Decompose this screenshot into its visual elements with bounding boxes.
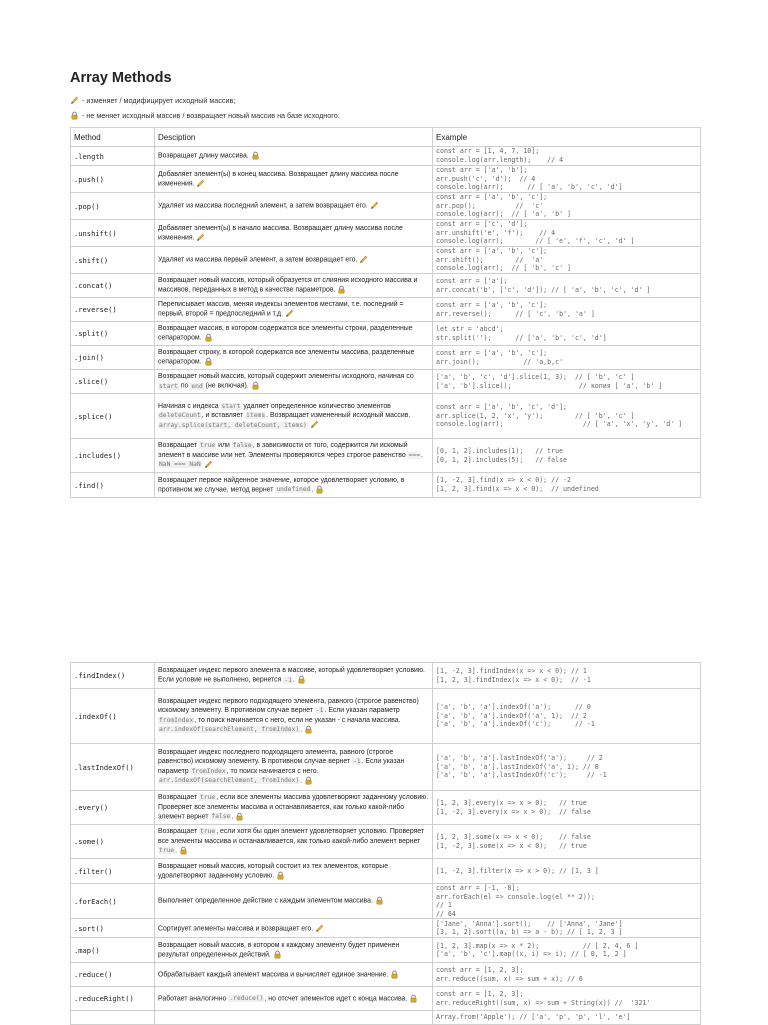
code-line: ['a', 'b', 'a'].lastIndexOf('a'); // 2 <box>436 754 603 763</box>
inline-code: deleteCount <box>159 412 201 420</box>
description-text: Возвращает новый массив, который состоит из тех элементов, которые удовлетворяют заданному условию. <box>158 862 389 880</box>
description-text: Возвращает <box>158 442 200 450</box>
description-text: . Если указан параметр <box>324 707 400 715</box>
lock-icon <box>304 776 313 785</box>
description-text: Переписывает массив, меняя индексы элементов местами, т.е. последний = первый, второй = предпоследний и т.д. <box>158 301 404 318</box>
code-line: ['Jane', 'Anna'].sort(); // ['Anna', 'Jane'] <box>436 919 623 928</box>
method-description <box>155 166 433 193</box>
method-name: .push() <box>71 166 155 193</box>
code-example <box>433 370 701 394</box>
table-row <box>71 439 701 473</box>
code-line: arr.join(); // 'a,b,c' <box>436 357 564 366</box>
description-text: . <box>421 451 423 459</box>
method-name: .splice() <box>71 394 155 439</box>
code-line: [1, 2, 3].map(x => x * 2); // [ 2, 4, 6 ] <box>436 941 639 950</box>
lock-icon <box>276 871 285 880</box>
method-description <box>155 193 433 220</box>
code-line: ['a', 'b', 'a'].indexOf('a', 1); // 2 <box>436 711 587 720</box>
method-description <box>155 663 433 689</box>
methods-table-1 <box>70 127 701 498</box>
description-text: по <box>178 382 191 390</box>
code-example <box>433 274 701 298</box>
inline-code: -1 <box>353 758 361 766</box>
description-text: Возвращает индекс первого элемента в массиве, который удовлетворяет условию. Если условие не выполнено, вернется <box>158 667 425 684</box>
inline-code: end <box>191 382 203 390</box>
code-line: console.log(arr); // [ 'a', 'b', 'c', 'd'] <box>436 183 623 192</box>
code-example <box>433 987 701 1011</box>
pencil-icon <box>285 309 294 318</box>
code-line: // 64 <box>436 909 456 918</box>
table-row <box>71 744 701 791</box>
code-example <box>433 825 701 859</box>
code-line: [1, 2, 3].every(x => x > 0); // true <box>436 798 587 807</box>
code-line: ['a', 'b', 'a'].lastIndexOf('a', 1); // 0 <box>436 762 599 771</box>
method-description <box>155 919 433 938</box>
lock-icon <box>204 357 213 366</box>
code-line: const arr = ['a', 'b', 'c', 'd']; <box>436 403 568 412</box>
code-line: ['a', 'b', 'c'].map((x, i) => i); // [ 0, 1, 2 ] <box>436 950 627 959</box>
code-example <box>433 346 701 370</box>
pencil-icon <box>359 255 368 264</box>
code-line: arr.shift(); // 'a' <box>436 255 544 264</box>
lock-icon <box>204 333 213 342</box>
legend-nonmutating-text: - не меняет исходный массив / возвращает новый массив на базе исходного. <box>82 111 340 120</box>
description-text: . <box>292 676 295 684</box>
code-example <box>433 220 701 247</box>
lock-icon <box>251 151 260 160</box>
code-line: const arr = ['c', 'd']; <box>436 220 528 229</box>
table-row <box>71 689 701 744</box>
table-row <box>71 193 701 220</box>
code-line: [1, 2, 3].some(x => x < 0); // false <box>436 832 591 841</box>
code-line: arr.pop(); // 'c' <box>436 201 544 210</box>
method-description <box>155 247 433 274</box>
description-text: , и вставляет <box>201 412 246 420</box>
code-line: console.log(arr); // [ 'b', 'c' ] <box>436 264 571 273</box>
methods-table-2 <box>70 662 701 1025</box>
method-description <box>155 987 433 1011</box>
code-line: [1, -2, 3].filter(x => x > 0); // [1, 3 ] <box>436 866 599 875</box>
code-line: console.log(arr); // [ 'a', 'x', 'y', 'd' ] <box>436 420 683 429</box>
method-name: .unshift() <box>71 220 155 247</box>
description-text: Возвращает новый массив, который образуется от слияния исходного массива и массивов, переданных в метод в качестве параметров. <box>158 277 418 294</box>
description-text: Возвращает <box>158 794 200 802</box>
lock-icon <box>390 970 399 979</box>
page-title: Array Methods <box>70 70 172 86</box>
inline-code: items <box>246 412 266 420</box>
code-line: [1, -2, 3].every(x => x > 0); // false <box>436 807 591 816</box>
description-text: , если все элементы массива удовлетворяют заданному условию. Проверяет все элементы массива и останавливается, как только какой-либо элемент вернет <box>158 794 429 821</box>
pencil-icon <box>70 96 79 105</box>
code-line: arr.reverse(); // [ 'c', 'b', 'a' ] <box>436 309 595 318</box>
code-example <box>433 963 701 987</box>
table-header-row <box>71 128 701 147</box>
code-example <box>433 663 701 689</box>
inline-code: true <box>200 442 216 450</box>
method-name: .lastIndexOf() <box>71 744 155 791</box>
lock-icon <box>235 812 244 821</box>
method-name: .join() <box>71 346 155 370</box>
table-row <box>71 274 701 298</box>
header-method: Method <box>71 128 155 147</box>
inline-code: NaN === NaN <box>159 461 201 469</box>
description-text: Добавляет элемент(ы) в начало массива. Возвращает длину массива после изменения. <box>158 224 403 242</box>
method-name: .includes() <box>71 439 155 473</box>
inline-code: undefined <box>276 486 311 494</box>
method-name: .reverse() <box>71 298 155 322</box>
description-text: Удаляет из массива последний элемент, а затем возвращает его. <box>158 202 368 210</box>
table-row <box>71 859 701 884</box>
description-text: , в зависимости от того, содержится ли искомый элемент в массиве или нет. Элементы проверяются через строгое равенство <box>158 442 408 459</box>
pencil-icon <box>196 233 205 242</box>
method-name: .forEach() <box>71 884 155 919</box>
header-example: Example <box>433 128 701 147</box>
code-line: const arr = ['a', 'b', 'c']; <box>436 348 548 357</box>
table-row <box>71 1011 701 1025</box>
description-text: Возвращает длину массива. <box>158 152 249 160</box>
method-description <box>155 322 433 346</box>
pencil-icon <box>204 460 213 469</box>
method-name: .reduce() <box>71 963 155 987</box>
code-line: console.log(arr); // [ 'a', 'b' ] <box>436 210 571 219</box>
method-name: .slice() <box>71 370 155 394</box>
code-line: [0, 1, 2].includes(1); // true <box>436 446 564 455</box>
code-line: const arr = [1, 2, 3]; <box>436 990 524 999</box>
method-description <box>155 859 433 884</box>
code-line: arr.reduce((sum, x) => sum + x); // 6 <box>436 974 583 983</box>
table-row <box>71 298 701 322</box>
code-example <box>433 919 701 938</box>
code-line: [1, -2, 3].find(x => x < 0); // -2 <box>436 476 571 485</box>
code-line: const arr = ['a', 'b', 'c']; <box>436 193 548 202</box>
table-row <box>71 473 701 498</box>
code-line: arr.unshift('e', 'f'); // 4 <box>436 228 556 237</box>
lock-icon <box>304 725 313 734</box>
description-text: удаляет определенное количество элементов <box>241 402 391 410</box>
code-example <box>433 1011 701 1025</box>
description-text: Возвращает новый массив, в котором к каждому элементу будет применен результат определенных действий. <box>158 941 400 959</box>
description-text: , если хотя бы один элемент удовлетворяет условию. Проверяет все элементы массива и останавливается, как только какой-либо элемент вернет <box>158 828 425 845</box>
code-line: const arr = ['a']; <box>436 276 508 285</box>
table-row <box>71 322 701 346</box>
table-row <box>71 825 701 859</box>
method-description <box>155 791 433 825</box>
method-name: .every() <box>71 791 155 825</box>
inline-code: arr.indexOf(searchElement, fromIndex) <box>159 777 300 785</box>
table-row <box>71 884 701 919</box>
code-example <box>433 791 701 825</box>
description-text: . <box>175 847 178 855</box>
description-text: (не включая). <box>203 382 249 390</box>
code-line: arr.forEach(el => console.log(el ** 2)); <box>436 892 595 901</box>
code-line: [0, 1, 2].includes(5); // false <box>436 455 568 464</box>
table-row <box>71 147 701 166</box>
method-name: .concat() <box>71 274 155 298</box>
description-text: . <box>231 813 234 821</box>
description-text: , но отсчет элементов идет с конца массива. <box>264 995 408 1003</box>
method-name: .indexOf() <box>71 689 155 744</box>
method-description <box>155 884 433 919</box>
method-description <box>155 689 433 744</box>
code-example <box>433 394 701 439</box>
description-text: , то поиск начинается с него, если не указан - с начала массива. <box>194 716 401 724</box>
table-row <box>71 220 701 247</box>
code-example <box>433 322 701 346</box>
method-description <box>155 370 433 394</box>
inline-code: true <box>200 828 216 836</box>
table-row <box>71 663 701 689</box>
code-example <box>433 439 701 473</box>
description-text: . Возвращает измененный исходный массив. <box>266 412 411 420</box>
table-row <box>71 247 701 274</box>
description-text: Обрабатывает каждый элемент массива и вычисляет единое значение. <box>158 971 389 979</box>
inline-code: true <box>159 847 175 855</box>
method-description <box>155 473 433 498</box>
method-name: .sort() <box>71 919 155 938</box>
pencil-icon <box>315 924 324 933</box>
method-name: .length <box>71 147 155 166</box>
code-line: arr.splice(1, 2, 'x', 'y'); // [ 'b', 'c' ] <box>436 411 635 420</box>
method-name: .split() <box>71 322 155 346</box>
table-row <box>71 394 701 439</box>
method-description <box>155 220 433 247</box>
method-description <box>155 346 433 370</box>
inline-code: start <box>221 402 241 410</box>
code-line: [1, 2, 3].findIndex(x => x < 0); // -1 <box>436 675 591 684</box>
code-line: ['a', 'b', 'a'].lastIndexOf('c'); // -1 <box>436 771 607 780</box>
method-description <box>155 147 433 166</box>
table-row <box>71 963 701 987</box>
inline-code: fromIndex <box>191 767 226 775</box>
code-line: const arr = [1, 4, 7, 10]; <box>436 147 540 156</box>
description-text: Возвращает массив, в котором содержатся все элементы строки, разделенные сепаратором. <box>158 325 413 342</box>
table-row <box>71 346 701 370</box>
lock-icon <box>273 950 282 959</box>
code-line: ['a', 'b', 'c', 'd'].slice(1, 3); // [ 'b', 'c' ] <box>436 372 635 381</box>
code-example <box>433 744 701 791</box>
description-text: Возвращает новый массив, который содержит элементы исходного, начиная со <box>158 373 414 381</box>
method-description <box>155 298 433 322</box>
description-text: Возвращает первое найденное значение, которое удовлетворяет условию, в противном же случае, метод вернет <box>158 476 405 494</box>
inline-code: -1 <box>284 676 292 684</box>
method-description <box>155 439 433 473</box>
code-line: [1, -2, 3].findIndex(x => x < 0); // 1 <box>436 666 587 675</box>
code-example <box>433 147 701 166</box>
description-text: . <box>311 486 314 494</box>
code-example <box>433 473 701 498</box>
method-description <box>155 825 433 859</box>
lock-icon <box>251 381 260 390</box>
lock-icon <box>315 485 324 494</box>
code-line: [1, 2, 3].find(x => x < 0); // undefined <box>436 485 599 493</box>
legend-nonmutating <box>70 111 340 120</box>
description-text: Сортирует элементы массива и возвращает его. <box>158 924 314 932</box>
table-row <box>71 370 701 394</box>
method-name: .findIndex() <box>71 663 155 689</box>
code-line: str.split(''); // ['a', 'b', 'c', 'd'] <box>436 333 607 342</box>
description-text: Удаляет из массива первый элемент, а затем возвращает его. <box>158 256 358 264</box>
lock-icon <box>297 675 306 684</box>
code-line: const arr = ['a', 'b', 'c']; <box>436 247 548 256</box>
code-example <box>433 298 701 322</box>
lock-icon <box>70 111 79 120</box>
code-line: ['a', 'b', 'a'].indexOf('c'); // -1 <box>436 720 595 729</box>
method-description <box>155 394 433 439</box>
description-text: Добавляет элемент(ы) в конец массива. Возвращает длину массива после изменения. <box>158 170 399 188</box>
inline-code: === <box>408 451 421 459</box>
lock-icon <box>337 285 346 294</box>
pencil-icon <box>370 201 379 210</box>
inline-code: -1 <box>315 707 324 715</box>
code-line: const arr = ['a', 'b', 'c']; <box>436 300 548 309</box>
code-example <box>433 689 701 744</box>
code-example <box>433 166 701 193</box>
method-name: .shift() <box>71 247 155 274</box>
code-line: arr.push('c', 'd'); // 4 <box>436 174 536 183</box>
method-description <box>155 938 433 963</box>
code-example <box>433 859 701 884</box>
code-line: ['a', 'b'].slice(); // копия [ 'a', 'b' ] <box>436 381 663 390</box>
methods-table-2-body <box>71 663 701 1025</box>
code-example <box>433 193 701 220</box>
code-line: ['a', 'b', 'a'].indexOf('a'); // 0 <box>436 703 591 712</box>
description-text: . <box>300 726 303 734</box>
description-text: Возвращает индекс последнего подходящего элемента, равного (строгое равенство) искомому элементу. В противном случае вернет <box>158 749 394 766</box>
legend-mutating-text: - изменяет / модифицирует исходный массив; <box>82 96 236 105</box>
inline-code: start <box>159 382 178 390</box>
table-row <box>71 791 701 825</box>
inline-code: fromIndex <box>159 716 194 724</box>
description-text: Выполняет определенное действие с каждым элементом массива. <box>158 897 373 905</box>
inline-code: true <box>200 794 216 802</box>
lock-icon <box>409 994 418 1003</box>
code-line: arr.reduceRight((sum, x) => sum + String(x)) // '321' <box>436 998 651 1007</box>
inline-code: false <box>211 813 231 821</box>
description-text: Возвращает <box>158 828 200 836</box>
pencil-icon <box>310 420 319 429</box>
code-example <box>433 247 701 274</box>
inline-code: arr.indexOf(searchElement, fromIndex) <box>159 726 300 734</box>
method-name: .pop() <box>71 193 155 220</box>
code-line: console.log(arr); // [ 'e', 'f', 'c', 'd' ] <box>436 237 635 246</box>
lock-icon <box>179 846 188 855</box>
description-text: . <box>300 777 303 785</box>
code-line: console.log(arr.length); // 4 <box>436 156 564 164</box>
pencil-icon <box>196 179 205 188</box>
description-text: Работает аналогично <box>158 995 229 1003</box>
code-line: arr.concat('b', ['c', 'd']); // [ 'a', 'b', 'c', 'd' ] <box>436 285 651 294</box>
methods-table-1-body <box>71 147 701 498</box>
method-name: .reduceRight() <box>71 987 155 1011</box>
table-row <box>71 166 701 193</box>
description-text: Возвращает строку, в которой содержатся все элементы массива, разделенные сепаратором. <box>158 349 415 366</box>
method-name <box>71 1011 155 1025</box>
method-description <box>155 744 433 791</box>
description-text: или <box>216 442 232 450</box>
method-name: .find() <box>71 473 155 498</box>
inline-code: .reduce() <box>229 995 264 1003</box>
method-name: .some() <box>71 825 155 859</box>
method-description <box>155 274 433 298</box>
inline-code: false <box>232 442 252 450</box>
description-text: Возвращает индекс первого подходящего элемента, равного (строгое равенство) искомому элементу. В противном случае вернет <box>158 698 419 715</box>
description-text: Начиная с индекса <box>158 402 221 410</box>
method-description <box>155 1011 433 1025</box>
header-description: Desciption <box>155 128 433 147</box>
description-text: , то поиск начинается с него. <box>226 767 319 775</box>
legend-mutating <box>70 96 235 105</box>
code-line: [3, 1, 2].sort((a, b) => a - b); // [ 1, 2, 3 ] <box>436 928 623 937</box>
table-row <box>71 987 701 1011</box>
code-line: let str = 'abcd'; <box>436 324 504 333</box>
code-line: // 1 <box>436 901 452 910</box>
code-line: Array.from('Apple'); // ['a', 'p', 'p', 'l', 'e'] <box>436 1013 631 1022</box>
code-line: const arr = [1, 2, 3]; <box>436 966 524 975</box>
description-text: . Если указан параметр <box>158 758 405 775</box>
table-row <box>71 938 701 963</box>
table-row <box>71 919 701 938</box>
code-example <box>433 884 701 919</box>
method-description <box>155 963 433 987</box>
code-line: const arr = ['a', 'b']; <box>436 166 528 175</box>
method-name: .map() <box>71 938 155 963</box>
code-line: const arr = [-1, -8]; <box>436 884 520 892</box>
lock-icon <box>375 896 384 905</box>
inline-code: array.splice(start, deleteCount, items) <box>159 421 307 429</box>
code-line: [1, -2, 3].some(x => x < 0); // true <box>436 841 587 850</box>
code-example <box>433 938 701 963</box>
method-name: .filter() <box>71 859 155 884</box>
